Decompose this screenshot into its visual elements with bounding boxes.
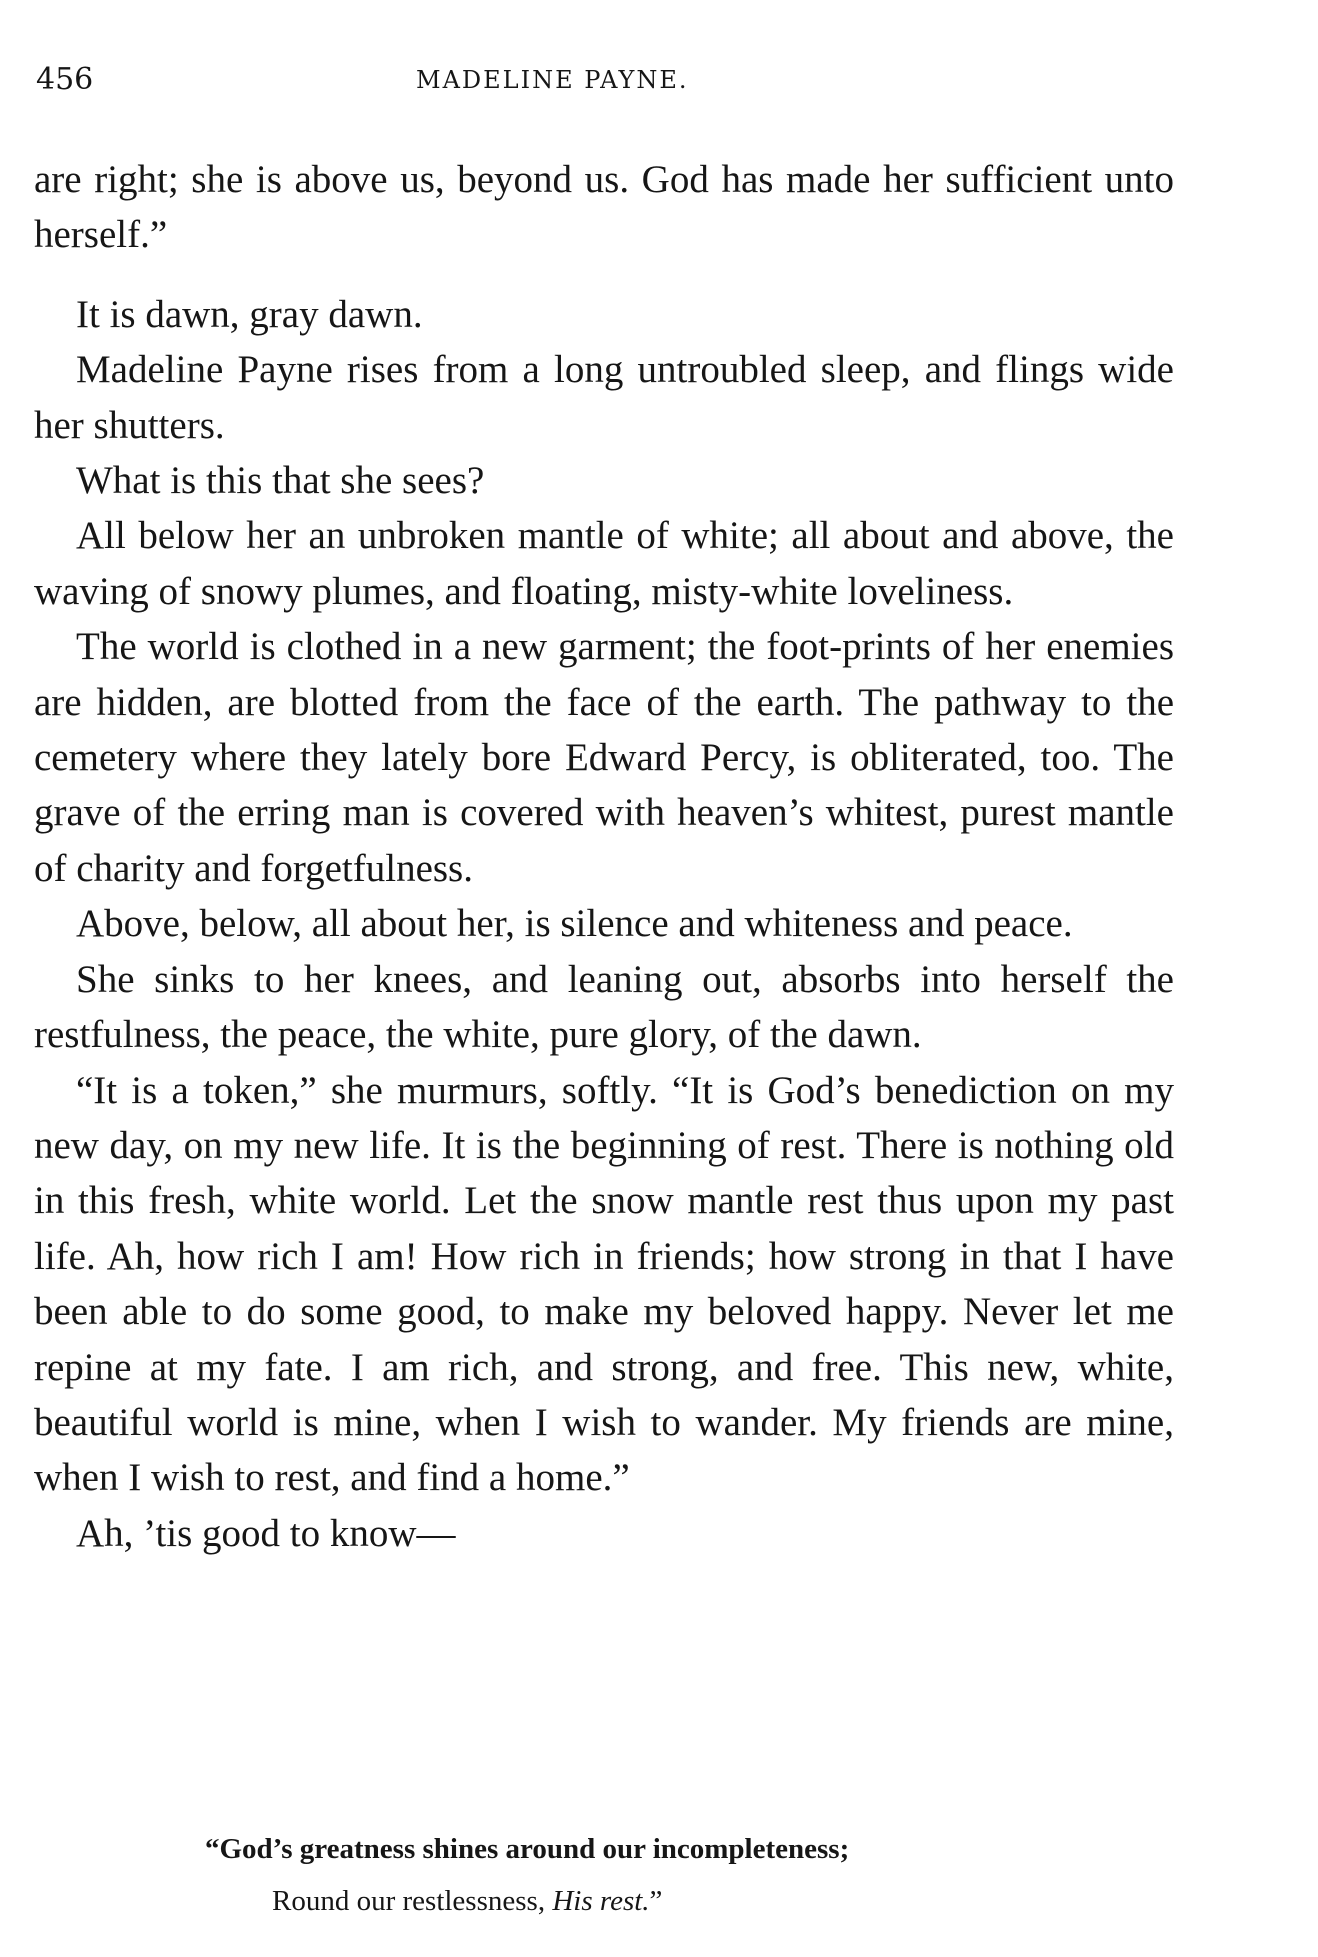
running-title: MADELINE PAYNE. [416,66,689,94]
verse-line-2 [272,1875,662,1927]
page-number: 456 [36,62,94,97]
verse-line-2-italic: His rest. [552,1885,650,1917]
paragraph: “It is a token,” she murmurs, softly. “It is God’s benediction on my new day, on my new life. It is the beginning of rest. There is nothing old in this fresh, white world. Let the snow mantle rest thus upon my past life. Ah, how rich I am! How rich in friends; how strong in that I have been able to do some good, to make my beloved happy. Never let me repine at my fate. I am rich, and strong, and free. This new, white, beautiful world is mine, when I wish to wander. My friends are mine, when I wish to rest, and find a home.” [34,1068,1174,1500]
paragraph: Ah, ’tis good to know— [76,1511,456,1555]
paragraph: What is this that she sees? [76,459,485,503]
paragraph: Madeline Payne rises from a long untroubled sleep, and flings wide her shutters. [34,348,1174,447]
paragraph: It is dawn, gray dawn. [76,292,423,336]
page-header [36,62,1156,102]
verse-line-1: “God’s greatness shines around our incompleteness; [205,1833,850,1865]
paragraph-continuation: are right; she is above us, beyond us. God has made her sufficient unto herself.” [34,158,1174,257]
verse-line-2-text: Round our restlessness, [272,1885,553,1917]
body-text [34,152,1174,1561]
paragraph: She sinks to her knees, and leaning out, absorbs into herself the restfulness, the peace, the white, pure glory, of the dawn. [34,957,1174,1057]
paragraph: Above, below, all about her, is silence and whiteness and peace. [76,902,1073,946]
paragraph: All below her an unbroken mantle of white; all about and above, the waving of snowy plumes, and floating, misty-white loveliness. [34,514,1174,613]
paragraph: The world is clothed in a new garment; the foot-prints of her enemies are hidden, are blotted from the face of the earth. The pathway to the cemetery where they lately bore Edward Percy, is obliterated, too. The grave of the erring man is covered with heaven’s whitest, purest mantle of charity and forgetfulness. [34,625,1174,890]
verse-line-2-close-quote: ” [649,1885,663,1917]
